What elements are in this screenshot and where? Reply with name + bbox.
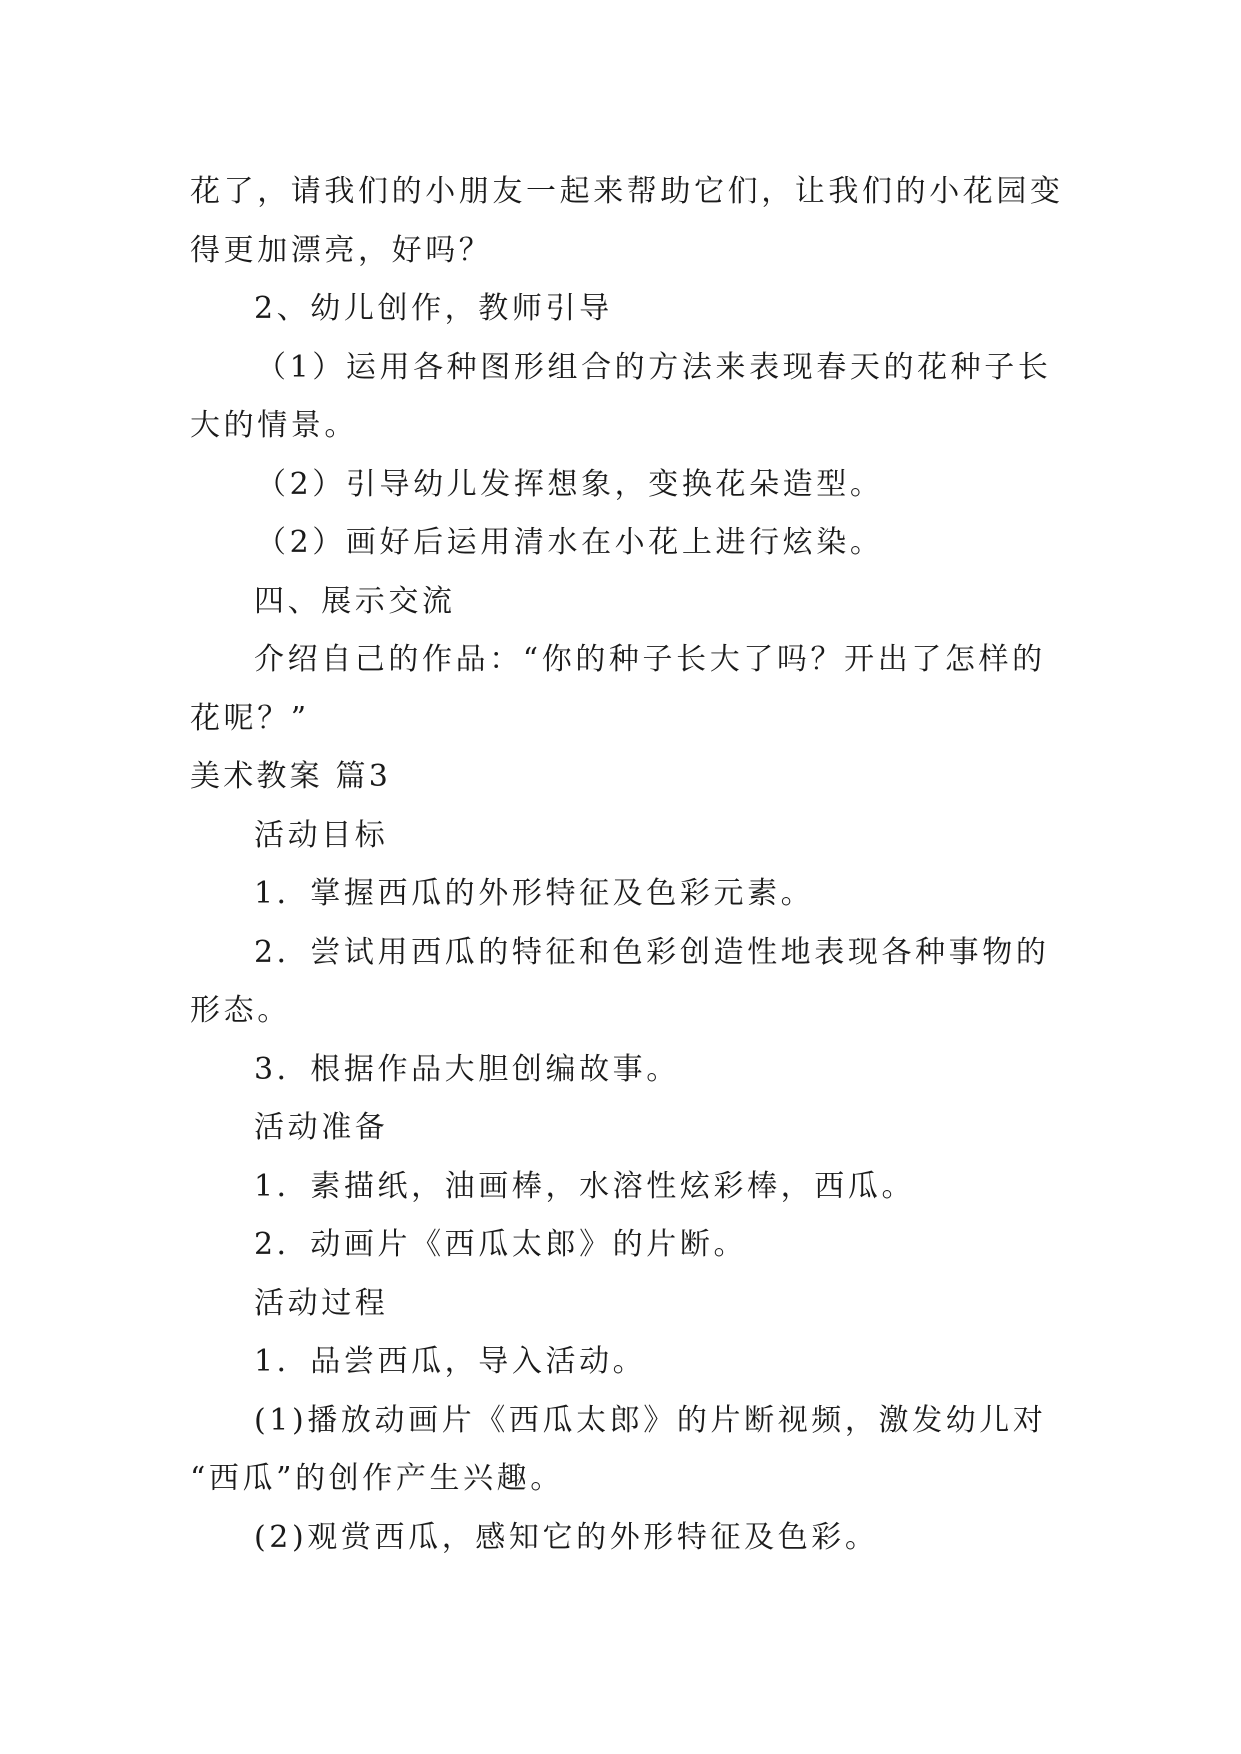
text-line: 2、幼儿创作，教师引导 [254,291,613,326]
text-line: (2)观赏西瓜，感知它的外形特征及色彩。 [254,1519,879,1555]
text-line: （2）引导幼儿发挥想象，变换花朵造型。 [256,466,884,502]
text-line: 1．品尝西瓜，导入活动。 [254,1344,647,1379]
text-line: 1．素描纸，油画棒，水溶性炫彩棒，西瓜。 [254,1168,916,1204]
text-line: 花呢？” [190,700,310,736]
text-line: 形态。 [190,993,291,1028]
text-line: 得更加漂亮，好吗？ [190,232,493,268]
text-line: 活动目标 [254,817,389,853]
text-line: 2．尝试用西瓜的特征和色彩创造性地表现各种事物的 [254,934,1050,970]
text-line: “西瓜”的创作产生兴趣。 [190,1461,564,1496]
text-line: (1)播放动画片《西瓜太郎》的片断视频，激发幼儿对 [254,1402,1047,1438]
document-body [190,163,1064,1567]
text-line: （2）画好后运用清水在小花上进行炫染。 [256,525,884,560]
text-line: 四、展示交流 [254,583,456,619]
text-line: 介绍自己的作品：“你的种子长大了吗？开出了怎样的 [254,642,1046,677]
text-line: 活动准备 [254,1110,389,1145]
text-line: 大的情景。 [190,408,358,443]
text-line: 1．掌握西瓜的外形特征及色彩元素。 [254,876,815,911]
text-line: 活动过程 [254,1285,389,1321]
text-line: 2．动画片《西瓜太郎》的片断。 [254,1227,748,1262]
text-line: 花了，请我们的小朋友一起来帮助它们，让我们的小花园变 [190,174,1064,209]
text-line: （1）运用各种图形组合的方法来表现春天的花种子长 [256,349,1052,385]
section-heading: 美术教案 篇3 [190,759,392,794]
text-line: 3．根据作品大胆创编故事。 [254,1051,680,1087]
